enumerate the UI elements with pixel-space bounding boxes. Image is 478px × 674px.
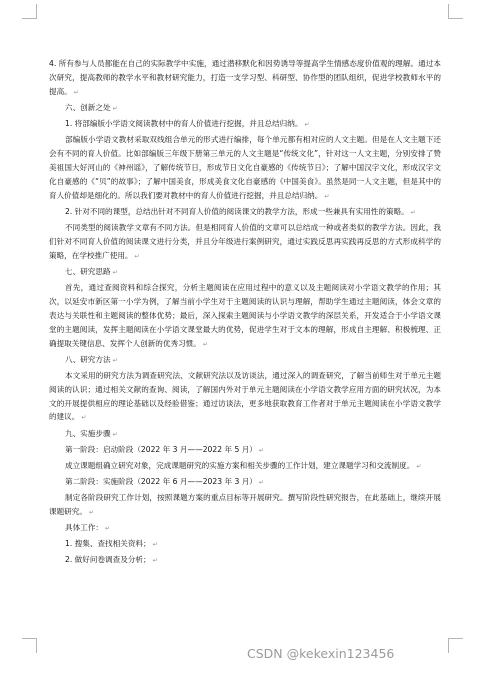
paragraph-mark-icon: ↵: [112, 430, 118, 438]
page-corner-mark-top-right: [448, 4, 463, 19]
body-paragraph: [49, 281, 441, 352]
body-paragraph: [49, 133, 441, 204]
paragraph-text: 2. 做好问卷调查及分析；: [65, 555, 151, 565]
document-body: [49, 57, 441, 569]
paragraph-text: 本文采用的研究方法为调查研究法、文献研究法以及访谈法，通过深入的调查研究，了解当前师生对于单元主题阅读的认识；通过相关文献的查询、阅读，了解国内外对于单元主题阅读在小学语文教学应用方面的研究状况，为本文的开展提供相应的理论基础以及经验借鉴；通过访谈法，更多地获取教育工作者对于单元主题阅读在小学语文教学的建议。: [49, 370, 441, 422]
body-paragraph: [49, 221, 441, 264]
paragraph-mark-icon: ↵: [81, 414, 87, 422]
page-corner-mark-top-left: [22, 4, 37, 19]
paragraph-text: 八、研究方法: [65, 354, 111, 364]
paragraph-text: 1. 将部编版小学语文阅读教材中的育人价值进行挖掘，并且总结归纳。: [65, 119, 303, 128]
paragraph-mark-icon: ↵: [88, 508, 94, 516]
section-heading: [49, 101, 441, 116]
paragraph-text: 成立课题组确立研究对象，完成课题研究的实施方案和相关步骤的工作计划，建立课题学习和交流制度。: [65, 460, 415, 470]
paragraph-text: 第一阶段：启动阶段（2022 年 3 月——2022 年 5 月）: [65, 444, 257, 454]
body-paragraph: [49, 553, 441, 568]
paragraph-text: 不同类型的阅读教学文章有不同方法。但是相同育人价值的文章可以总结成一种或者类似的教学方法。因此，我们针对不同育人价值的阅读课文进行分类，并且分年级进行案例研究，通过实践反思再实践再反思的方式形成科学的策略，在学校推广使用。: [49, 222, 441, 260]
body-paragraph: [49, 537, 441, 552]
section-heading: [49, 353, 441, 368]
page-corner-mark-bottom-right: [448, 638, 463, 653]
paragraph-mark-icon: ↵: [104, 524, 110, 532]
paragraph-text: 六、创新之处: [65, 102, 111, 112]
paragraph-text: 制定各阶段研究工作计划，按照课题方案的重点目标等开展研究。撰写阶段性研究报告，在此基础上，继续开展课题研究。: [49, 492, 441, 516]
paragraph-mark-icon: ↵: [152, 557, 158, 565]
body-paragraph: [49, 117, 441, 132]
paragraph-text: 第二阶段：实施阶段（2022 年 6 月——2023 年 3 月）: [65, 476, 257, 486]
body-paragraph: [49, 459, 441, 474]
section-heading: [49, 265, 441, 280]
paragraph-mark-icon: ↵: [112, 104, 118, 112]
paragraph-mark-icon: ↵: [304, 121, 310, 128]
paragraph-mark-icon: ↵: [112, 268, 118, 276]
paragraph-mark-icon: ↵: [258, 478, 264, 486]
body-paragraph: [49, 443, 441, 458]
body-paragraph: [49, 369, 441, 426]
paragraph-text: 1. 搜集、查找相关资料；: [65, 539, 151, 548]
body-paragraph: [49, 521, 441, 536]
body-paragraph: [49, 205, 441, 220]
paragraph-mark-icon: ↵: [410, 208, 416, 216]
paragraph-mark-icon: ↵: [202, 340, 208, 348]
paragraph-mark-icon: ↵: [152, 541, 158, 548]
body-paragraph: [49, 57, 441, 100]
paragraph-text: 首先，通过查阅资料和综合探究，分析主题阅读在应用过程中的意义以及主题阅读对小学语文教学的作用；其次，以延安市新区第一小学为例，了解当前小学生对于主题阅读的认识与理解，帮助学生通过主题阅读，体会文章的表达与关联性和主题阅读的整体优势；最后，深入探索主题阅读与小学语文教学的深层关系，开发适合于小学语文课堂的主题阅读，发挥主题阅读在小学语文课堂最大的优势，促进学生对于文本的理解，形成自主理解、积极梳理、正确提取关键信息、发挥个人创新的优秀习惯。: [49, 282, 441, 348]
paragraph-text: 4. 所有参与人员都能在自己的实际教学中实施，通过潜移默化和因势诱导等提高学生情感态度价值观的理解。通过本次研究，提高教师的教学水平和教材研究能力，打造一支学习型、科研型、协作型的团队组织，促进学校教师水平的提高。: [49, 59, 441, 96]
paragraph-mark-icon: ↵: [416, 462, 422, 470]
paragraph-text: 七、研究思路: [65, 266, 111, 276]
paragraph-mark-icon: ↵: [324, 192, 330, 200]
paragraph-text: 部编版小学语文教材采取双线组合单元的形式进行编排，每个单元都有相对应的人文主题。但是在人文主题下还会有不同的育人价值。比如部编版三年级下册第三单元的人文主题是“传统文化”，针对这一人文主题，分别安排了赞美祖国大好河山的《神州谣》，了解传统节日，形成节日文化自豪感的《传统节日》；了解中国汉字文化，形成汉字文化自豪感的《“贝”的故事》；了解中国美食，形成美食文化自豪感的《中国美食》。虽然是同一人文主题，但是其中的育人价值却是细化的。所以我们要对教材中的育人价值进行挖掘，并且总结归纳。: [49, 135, 441, 200]
body-paragraph: [49, 475, 441, 490]
paragraph-mark-icon: ↵: [112, 356, 118, 364]
section-heading: [49, 427, 441, 442]
paragraph-mark-icon: ↵: [73, 88, 79, 96]
paragraph-text: 2. 针对不同的课型，总结出针对不同育人价值的阅读课文的教学方法，形成一些兼具有实用性的策略。: [65, 206, 409, 216]
body-paragraph: [49, 491, 441, 520]
paragraph-text: 具体工作：: [65, 522, 103, 532]
page-corner-mark-bottom-left: [22, 638, 37, 653]
paragraph-text: 九、实施步骤: [65, 428, 111, 438]
paragraph-mark-icon: ↵: [258, 446, 264, 454]
paragraph-mark-icon: ↵: [134, 252, 140, 260]
csdn-watermark: CSDN @kekexin123456: [247, 646, 395, 661]
